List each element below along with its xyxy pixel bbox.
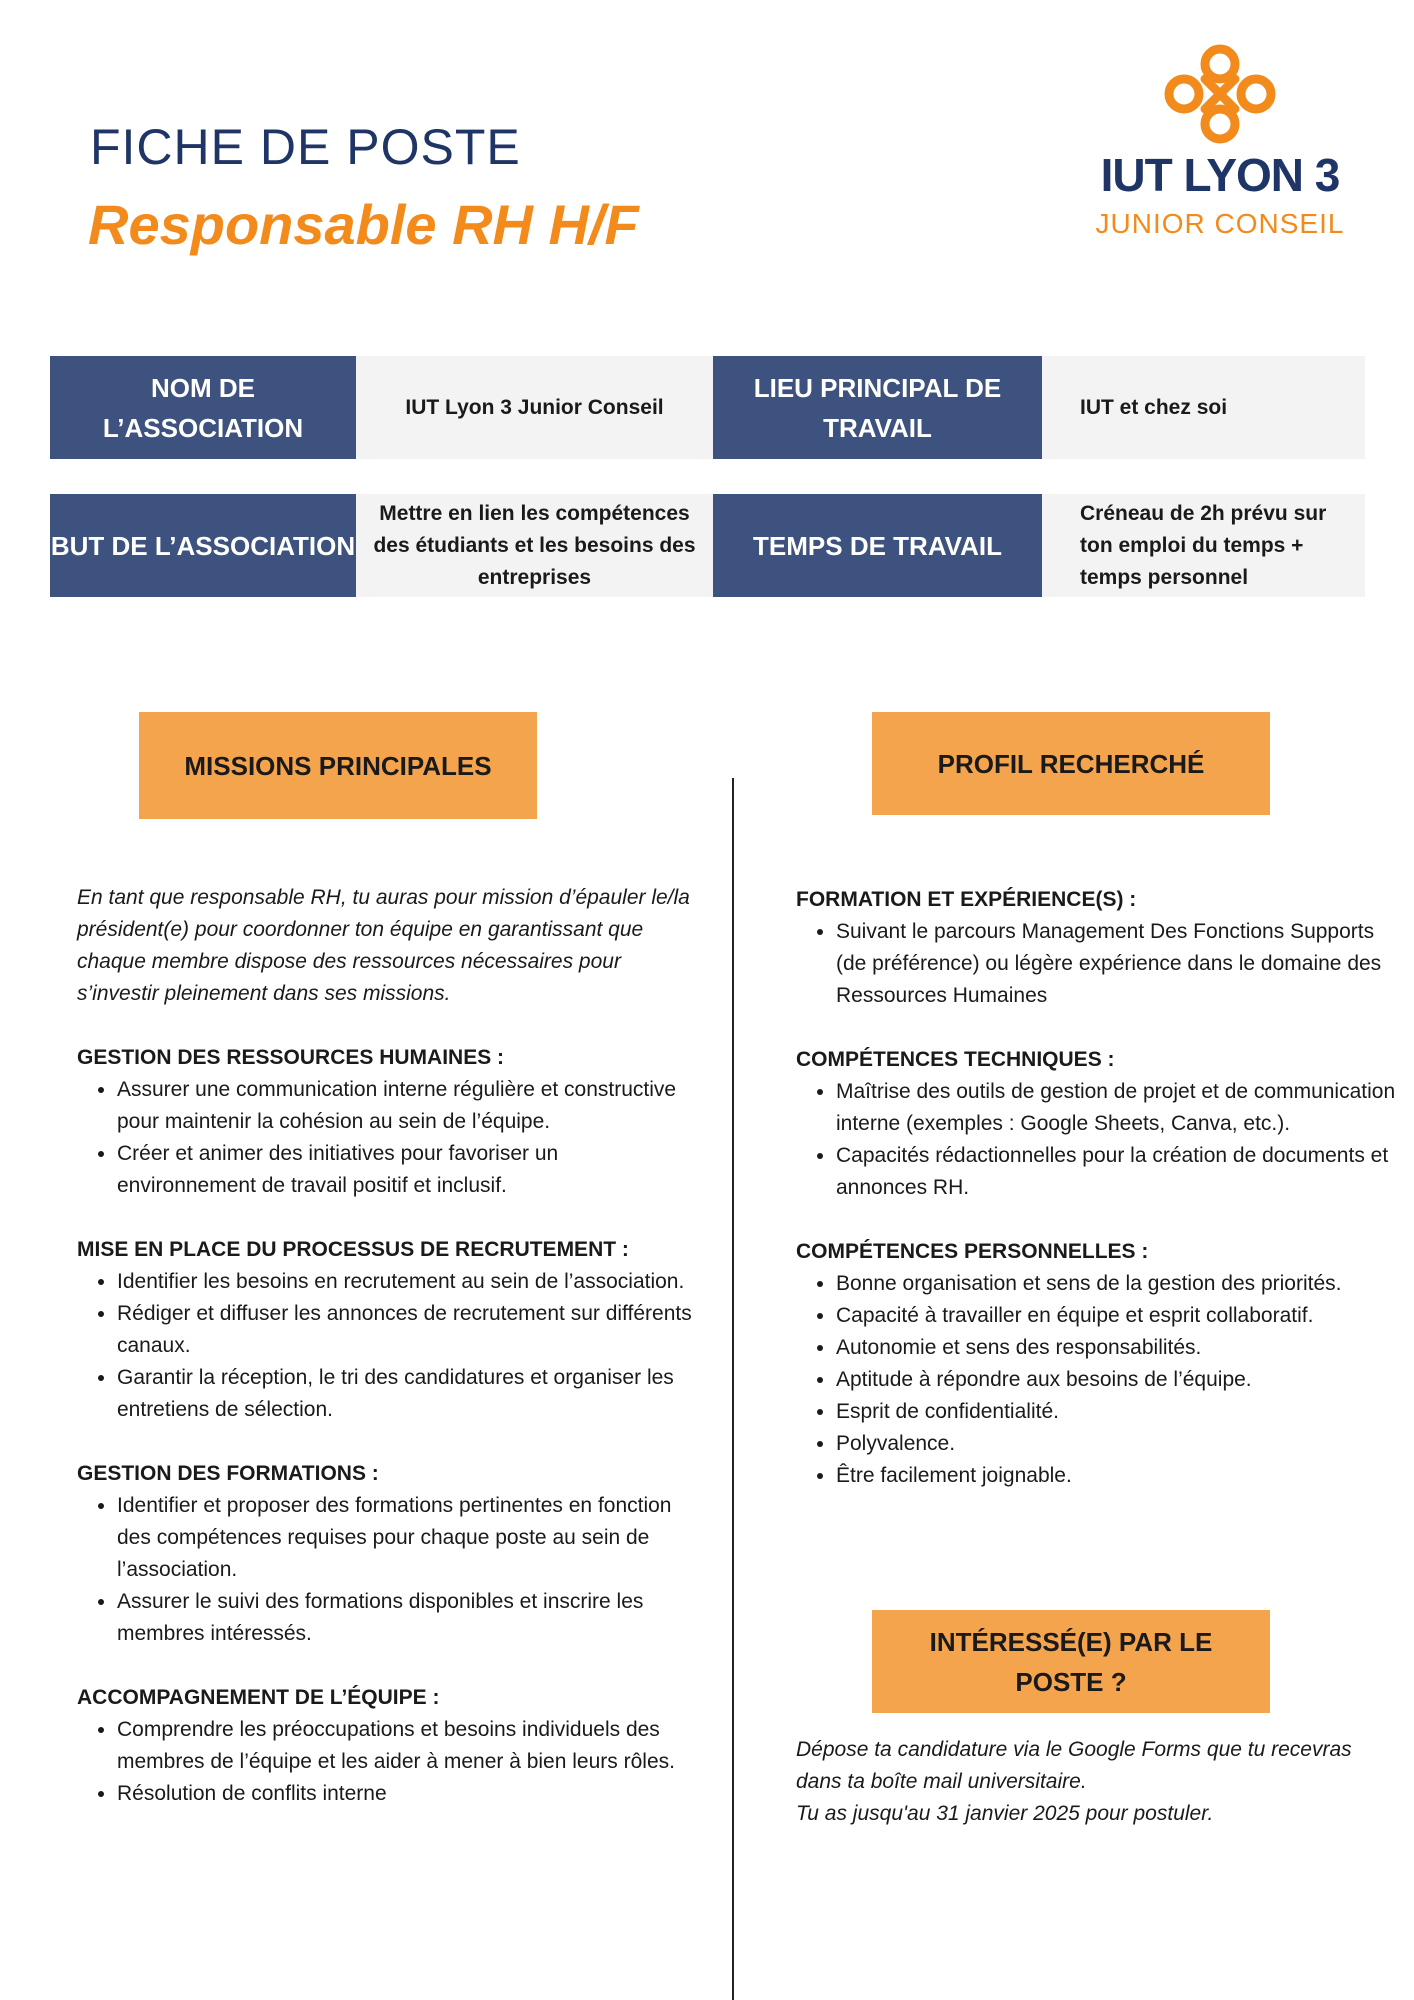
missions-column xyxy=(77,882,697,1810)
missions-intro: En tant que responsable RH, tu auras pour mission d’épauler le/la président(e) pour coordonner ton équipe en garantissant que chaque membre dispose des ressources nécessaires pour s’investir pleinement dans ses missions. xyxy=(77,886,690,1005)
profil-column xyxy=(796,884,1396,1492)
section-title: MISE EN PLACE DU PROCESSUS DE RECRUTEMENT : xyxy=(77,1238,629,1261)
list-item: • Garantir la réception, le tri des candidatures et organiser les entretiens de sélection. xyxy=(117,1362,697,1426)
list-item: • Identifier les besoins en recrutement au sein de l’association. xyxy=(117,1266,697,1298)
list-item: • Rédiger et diffuser les annonces de recrutement sur différents canaux. xyxy=(117,1298,697,1362)
list-item: • Capacité à travailler en équipe et esprit collaboratif. xyxy=(836,1300,1396,1332)
apply-instructions: Dépose ta candidature via le Google Forms que tu recevras dans ta boîte mail universitaire. xyxy=(796,1738,1352,1793)
nom-value: IUT Lyon 3 Junior Conseil xyxy=(356,356,713,459)
lieu-label: LIEU PRINCIPAL DE TRAVAIL xyxy=(713,356,1042,459)
apply-deadline: Tu as jusqu'au 31 janvier 2025 pour postuler. xyxy=(796,1802,1214,1825)
list-item: • Comprendre les préoccupations et besoins individuels des membres de l’équipe et les aider à mener à bien leurs rôles. xyxy=(117,1714,697,1778)
list-item: • Maîtrise des outils de gestion de projet et de communication interne (exemples : Google Sheets, Canva, etc.). xyxy=(836,1076,1396,1140)
list-item: • Suivant le parcours Management Des Fonctions Supports (de préférence) ou légère expérience dans le domaine des Ressources Humaines xyxy=(836,916,1396,1012)
section-title: COMPÉTENCES PERSONNELLES : xyxy=(796,1240,1149,1263)
apply-text xyxy=(796,1734,1356,1830)
profil-heading: PROFIL RECHERCHÉ xyxy=(872,712,1270,815)
logo-name: IUT LYON 3 xyxy=(1100,149,1340,201)
section-title: COMPÉTENCES TECHNIQUES : xyxy=(796,1048,1115,1071)
list-item: • Identifier et proposer des formations pertinentes en fonction des compétences requises pour chaque poste au sein de l’association. xyxy=(117,1490,697,1586)
interesse-heading: INTÉRESSÉ(E) PAR LE POSTE ? xyxy=(872,1610,1270,1713)
list-item: • Assurer une communication interne régulière et constructive pour maintenir la cohésion au sein de l’équipe. xyxy=(117,1074,697,1138)
list-item: • Autonomie et sens des responsabilités. xyxy=(836,1332,1396,1364)
nom-label: NOM DE L’ASSOCIATION xyxy=(50,356,356,459)
lieu-value: IUT et chez soi xyxy=(1042,356,1365,459)
list-item: • Esprit de confidentialité. xyxy=(836,1396,1396,1428)
missions-heading: MISSIONS PRINCIPALES xyxy=(139,712,537,819)
list-item: • Assurer le suivi des formations disponibles et inscrire les membres intéressés. xyxy=(117,1586,697,1650)
list-item: • Bonne organisation et sens de la gestion des priorités. xyxy=(836,1268,1396,1300)
logo xyxy=(1080,40,1360,250)
section-title: GESTION DES FORMATIONS : xyxy=(77,1462,379,1485)
page-subtitle: Responsable RH H/F xyxy=(88,193,639,256)
logo-tagline: JUNIOR CONSEIL xyxy=(1095,208,1345,239)
list-item: • Capacités rédactionnelles pour la création de documents et annonces RH. xyxy=(836,1140,1396,1204)
temps-value: Créneau de 2h prévu sur ton emploi du temps + temps personnel xyxy=(1042,494,1365,597)
section-title: ACCOMPAGNEMENT DE L’ÉQUIPE : xyxy=(77,1686,440,1709)
celtic-knot-logo-icon xyxy=(1158,40,1282,148)
list-item: • Polyvalence. xyxy=(836,1428,1396,1460)
list-item: • Créer et animer des initiatives pour favoriser un environnement de travail positif et inclusif. xyxy=(117,1138,697,1202)
list-item: • Être facilement joignable. xyxy=(836,1460,1396,1492)
but-label: BUT DE L’ASSOCIATION xyxy=(50,494,356,597)
section-title: FORMATION ET EXPÉRIENCE(S) : xyxy=(796,888,1137,911)
column-divider xyxy=(732,778,734,2000)
section-title: GESTION DES RESSOURCES HUMAINES : xyxy=(77,1046,505,1069)
but-value: Mettre en lien les compétences des étudiants et les besoins des entreprises xyxy=(356,494,713,597)
list-item: • Aptitude à répondre aux besoins de l’équipe. xyxy=(836,1364,1396,1396)
temps-label: TEMPS DE TRAVAIL xyxy=(713,494,1042,597)
list-item: • Résolution de conflits interne xyxy=(117,1778,697,1810)
page-title: FICHE DE POSTE xyxy=(90,119,521,175)
